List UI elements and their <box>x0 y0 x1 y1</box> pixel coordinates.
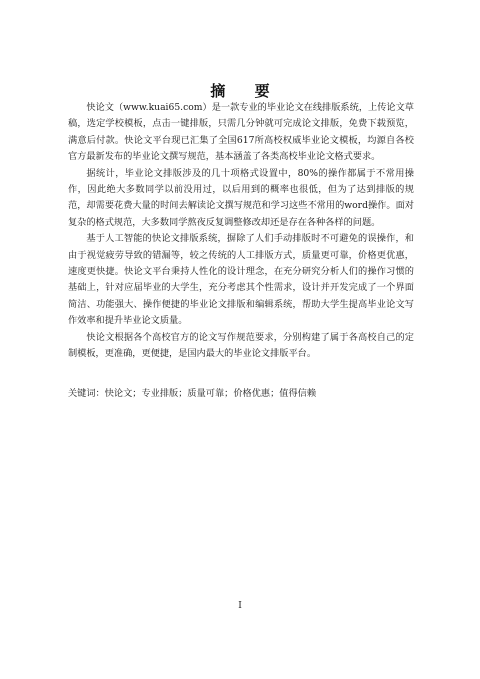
abstract-body <box>68 100 414 363</box>
abstract-paragraph-3: 基于人工智能的快论文排版系统，摒除了人们手动排版时不可避免的误操作，和由于视觉疲劳导致的错漏等，较之传统的人工排版方式，质量更可靠，价格更优惠，速度更快捷。快论文平台秉持人性化的设计理念，在充分研究分析人们的操作习惯的基础上，针对应届毕业的大学生，充分考虑其个性需求，设计并开发完成了一个界面简洁、功能强大、操作便捷的毕业论文排版和编辑系统，帮助大学生提高毕业论文写作效率和提升毕业论文质量。 <box>68 233 414 327</box>
page-title: 摘 要 <box>210 82 282 100</box>
keywords-line: 关键词：快论文；专业排版；质量可靠；价格优惠；值得信赖 <box>68 388 317 399</box>
page-number: I <box>238 601 242 611</box>
abstract-paragraph-1: 快论文（www.kuai65.com）是一款专业的毕业论文在线排版系统，上传论文草稿，选定学校模板，点击一键排版，只需几分钟就可完成论文排版，免费下载预览，满意后付款。快论文平台现已汇集了全国617所高校权威毕业论文模板，均源自各校官方最新发布的毕业论文撰写规范，基本涵盖了各类高校毕业论文格式要求。 <box>68 102 414 163</box>
abstract-paragraph-4: 快论文根据各个高校官方的论文写作规范要求，分别构建了属于各高校自己的定制模板，更准确，更便捷，是国内最大的毕业论文排版平台。 <box>68 331 414 360</box>
abstract-paragraph-2: 据统计，毕业论文排版涉及的几十项格式设置中，80%的操作都属于不常用操作，因此绝大多数同学以前没用过，以后用到的概率也很低，但为了达到排版的规范，却需要花费大量的时间去解读论文撰写规范和学习这些不常用的word操作。面对复杂的格式规范，大多数同学熬夜反复调整修改却还是存在各种各样的问题。 <box>68 167 414 228</box>
